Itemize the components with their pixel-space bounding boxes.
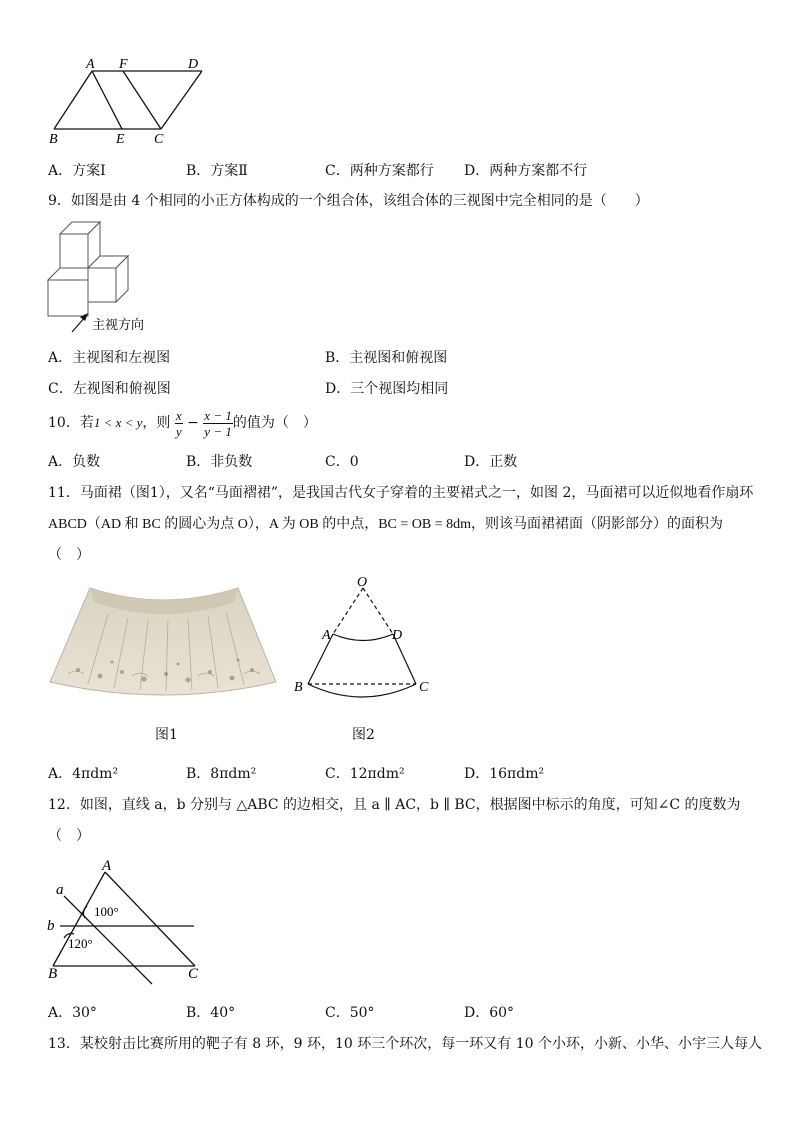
angle-100-label: 100° xyxy=(94,904,119,919)
label-C: C xyxy=(154,132,164,147)
q11-line-1: 11．马面裙（图1），又名“马面褶裙”，是我国古代女子穿着的主要裙式之一，如图 2，马面裙可以近似地看作扇环 xyxy=(48,485,754,501)
label-A: A xyxy=(86,57,95,72)
q11-option-c[interactable]: C．12πdm² xyxy=(325,766,405,782)
q12-option-a[interactable]: A．30° xyxy=(48,1005,97,1021)
q11-option-b[interactable]: B．8πdm² xyxy=(186,766,257,782)
q11-option-a[interactable]: A．4πdm² xyxy=(48,766,119,782)
label-b: b xyxy=(47,918,55,934)
label-B: B xyxy=(294,680,303,695)
q12-line-2: （ ） xyxy=(48,828,90,844)
q10-option-c[interactable]: C．0 xyxy=(325,454,359,470)
q9-option-b[interactable]: B．主视图和俯视图 xyxy=(325,350,448,366)
q10-minus: − xyxy=(187,415,199,431)
q8-option-c[interactable]: C．两种方案都行 xyxy=(325,163,434,179)
label-C: C xyxy=(188,966,199,982)
q11-line-3: （ ） xyxy=(48,547,90,563)
q10-tail: 的值为（ ） xyxy=(232,415,317,431)
q10-condition: 1 < x < y xyxy=(93,415,143,430)
direction-label: 主视方向 xyxy=(92,317,145,332)
label-D: D xyxy=(188,57,199,72)
q10-option-b[interactable]: B．非负数 xyxy=(186,454,253,470)
fig2-caption: 图2 xyxy=(352,727,375,743)
q8-option-b[interactable]: B．方案Ⅱ xyxy=(186,163,248,179)
label-a: a xyxy=(56,882,64,898)
q9-option-c[interactable]: C．左视图和俯视图 xyxy=(48,381,171,397)
q10-fraction-1: $\frac{x}{y}$ xyxy=(175,407,182,439)
q12-triangle-figure xyxy=(44,856,214,986)
label-D: D xyxy=(392,628,403,643)
label-A: A xyxy=(102,858,112,874)
q12-option-c[interactable]: C．50° xyxy=(325,1005,375,1021)
skirt-photo xyxy=(48,584,278,704)
q11-line-2: ABCD（AD 和 BC 的圆心为点 O），A 为 OB 的中点，BC = OB = 8dm，则该马面裙裙面（阴影部分）的面积为 xyxy=(48,517,723,532)
label-B: B xyxy=(49,132,58,147)
q10-option-a[interactable]: A．负数 xyxy=(48,454,101,470)
label-A: A xyxy=(322,628,331,643)
q9-stem: 9．如图是由 4 个相同的小正方体构成的一个组合体，该组合体的三视图中完全相同的是（ ） xyxy=(48,193,649,209)
q10-then: ，则 xyxy=(142,415,171,431)
fig1-caption: 图1 xyxy=(155,727,178,743)
q12-option-d[interactable]: D．60° xyxy=(464,1005,515,1021)
q10-number: 10．若 xyxy=(48,415,94,431)
q13-line-1: 13．某校射击比赛所用的靶子有 8 环，9 环，10 环三个环次，每一环又有 10 个小环，小新、小华、小宇三人每人 xyxy=(48,1036,762,1052)
q9-option-d[interactable]: D．三个视图均相同 xyxy=(325,381,449,397)
label-B: B xyxy=(48,966,58,982)
label-E: E xyxy=(116,132,125,147)
q10-fraction-2: $\frac{x - 1}{y - 1}$ xyxy=(204,407,232,439)
angle-120-label: 120° xyxy=(68,936,93,951)
q9-option-a[interactable]: A．主视图和左视图 xyxy=(48,350,171,366)
label-C: C xyxy=(419,680,429,695)
label-O: O xyxy=(357,575,368,590)
q12-line-1: 12．如图，直线 a，b 分别与 △ABC 的边相交，且 a ∥ AC，b ∥ BC，根据图中标示的角度，可知∠C 的度数为 xyxy=(48,797,741,813)
q11-option-d[interactable]: D．16πdm² xyxy=(464,766,545,782)
q9-cubes-figure xyxy=(44,214,174,339)
q10-option-d[interactable]: D．正数 xyxy=(464,454,518,470)
q8-option-a[interactable]: A．方案Ⅰ xyxy=(48,163,106,179)
q11-sector-figure xyxy=(288,574,438,704)
q8-option-d[interactable]: D．两种方案都不行 xyxy=(464,163,588,179)
q10-stem xyxy=(48,406,317,440)
q12-option-b[interactable]: B．40° xyxy=(186,1005,236,1021)
q8-figure xyxy=(40,52,220,147)
label-F: F xyxy=(119,57,128,72)
